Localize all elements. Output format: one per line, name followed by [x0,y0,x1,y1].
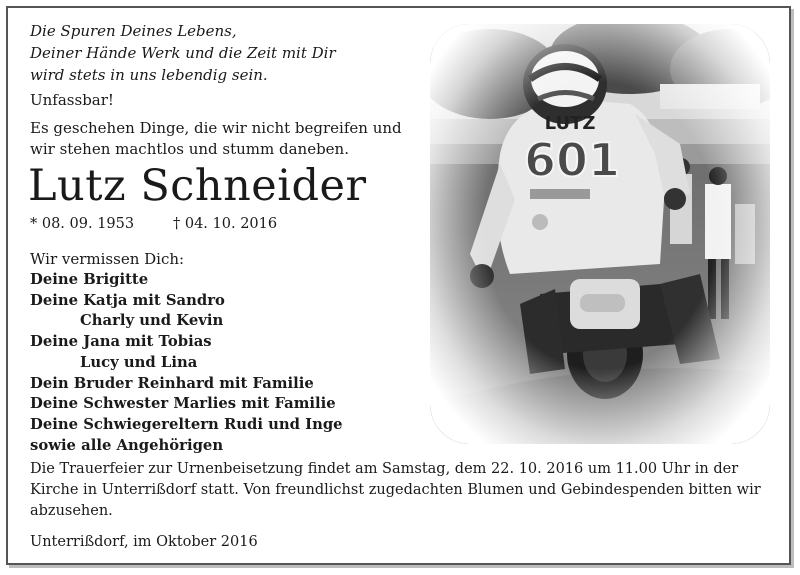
death-date: † 04. 10. 2016 [173,216,278,232]
statement-line: wir stehen machtlos und stumm daneben. [30,140,349,158]
birth-date: * 08. 09. 1953 [30,216,135,232]
deceased-name: Lutz Schneider [28,161,367,211]
funeral-line: abzusehen. [30,503,113,519]
photo-illustration [430,24,770,444]
mourner: Charly und Kevin [80,312,224,330]
mourner: Dein Bruder Reinhard mit Familie [30,374,314,392]
statement-line: Es geschehen Dinge, die wir nicht begreifen und [30,119,402,137]
exclaim-text: Unfassbar! [30,91,114,109]
poem-line: wird stets in uns lebendig sein. [30,66,268,84]
poem-line: Die Spuren Deines Lebens, [30,22,237,40]
place-date: Unterrißdorf, im Oktober 2016 [30,534,258,550]
poem [30,20,336,86]
mourners-list [30,270,343,456]
life-dates [30,216,278,232]
statement [30,118,402,160]
mourner: Lucy und Lina [80,353,198,371]
miss-line: Wir vermissen Dich: [30,250,185,268]
mourner: Deine Katja mit Sandro [30,291,225,309]
funeral-line: Die Trauerfeier zur Urnenbeisetzung findet am Samstag, dem 22. 10. 2016 um 11.00 Uhr in der [30,461,739,477]
poem-line: Deiner Hände Werk und die Zeit mit Dir [30,44,336,62]
mourner: Deine Schwiegereltern Rudi und Inge [30,415,343,433]
mourner: sowie alle Angehörigen [30,436,224,454]
mourner: Deine Jana mit Tobias [30,333,212,351]
funeral-notice [30,459,770,522]
motocross-photo [430,24,770,444]
mourner: Deine Brigitte [30,271,149,288]
funeral-line: Kirche in Unterrißdorf statt. Von freundlichst zugedachten Blumen und Gebindespenden bitten wir [30,482,761,498]
mourner: Deine Schwester Marlies mit Familie [30,395,336,413]
